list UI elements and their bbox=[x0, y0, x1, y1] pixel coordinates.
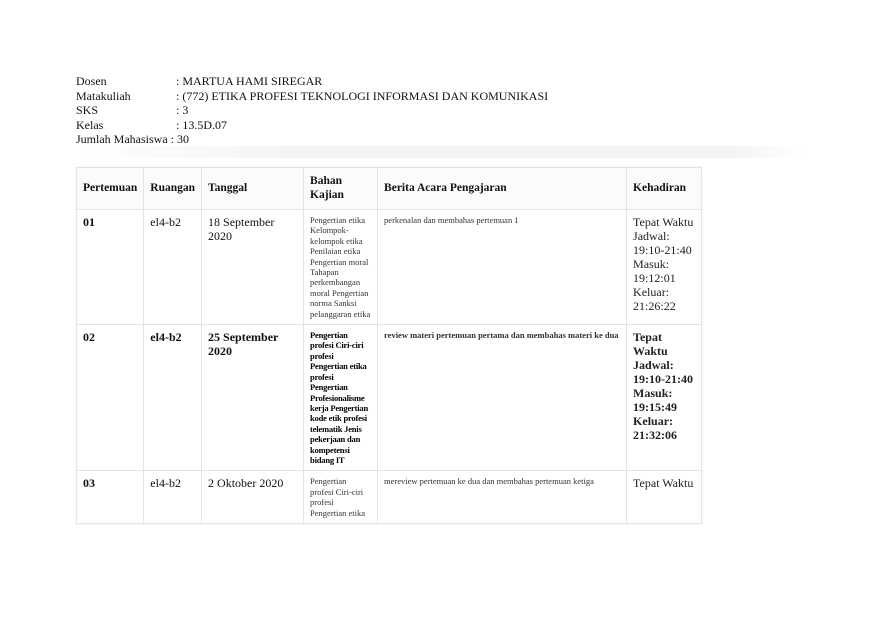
berita-acara-cell: perkenalan dan membahas pertemuan 1 bbox=[378, 210, 627, 325]
kehadiran-status: Tepat Waktu bbox=[633, 215, 694, 229]
kehadiran-cell bbox=[627, 325, 702, 471]
course-header bbox=[76, 74, 548, 147]
jadwal-label: Jadwal: bbox=[633, 229, 670, 243]
jumlah-label: Jumlah Mahasiswa bbox=[76, 132, 168, 146]
column-header-tanggal: Tanggal bbox=[202, 168, 304, 210]
bahan-kajian-cell: Pengertian profesi Ciri-ciri profesi Pengertian etika bbox=[304, 471, 378, 524]
attendance-table bbox=[76, 167, 702, 524]
kehadiran-cell bbox=[627, 471, 702, 524]
header-row-jumlah bbox=[76, 132, 548, 147]
tanggal-cell: 2 Oktober 2020 bbox=[202, 471, 304, 524]
header-row-sks bbox=[76, 103, 548, 118]
keluar-value: 21:32:06 bbox=[633, 428, 678, 443]
sks-label: SKS bbox=[76, 103, 99, 117]
matakuliah-label: Matakuliah bbox=[76, 88, 131, 103]
column-header-bahan-kajian: Bahan Kajian bbox=[304, 168, 378, 210]
kehadiran-status: Tepat Waktu bbox=[633, 476, 694, 491]
bahan-kajian-cell: Pengertian etika Kelompok-kelompok etika Penilaian etika Pengertian moral Tahapan perkembangan moral Pengertian norma Sanksi pelanggaran etika bbox=[304, 210, 378, 325]
berita-acara-cell: mereview pertemuan ke dua dan membahas pertemuan ketiga bbox=[378, 471, 627, 524]
masuk-label: Masuk: bbox=[633, 386, 673, 401]
column-header-berita-acara: Berita Acara Pengajaran bbox=[378, 168, 627, 210]
ruangan-cell: el4-b2 bbox=[144, 325, 202, 471]
kelas-value: : 13.5D.07 bbox=[176, 117, 227, 132]
keluar-value: 21:26:22 bbox=[633, 299, 676, 313]
kehadiran-cell bbox=[627, 210, 702, 325]
jumlah-value: : 30 bbox=[170, 132, 189, 146]
table-header-row bbox=[77, 168, 702, 210]
column-header-pertemuan: Pertemuan bbox=[77, 168, 144, 210]
table-row bbox=[77, 471, 702, 524]
ruangan-cell: el4-b2 bbox=[144, 210, 202, 325]
matakuliah-value: : (772) ETIKA PROFESI TEKNOLOGI INFORMASI DAN KOMUNIKASI bbox=[176, 88, 549, 103]
keluar-label: Keluar: bbox=[633, 414, 674, 429]
jadwal-value: 19:10-21:40 bbox=[633, 372, 694, 387]
ruangan-cell: el4-b2 bbox=[144, 471, 202, 524]
dosen-value: : MARTUA HAMI SIREGAR bbox=[176, 74, 323, 88]
column-header-ruangan: Ruangan bbox=[144, 168, 202, 210]
column-header-kehadiran: Kehadiran bbox=[627, 168, 702, 210]
berita-acara-cell: review materi pertemuan pertama dan membahas materi ke dua bbox=[378, 325, 627, 471]
bahan-kajian-cell: Pengertian profesi Ciri-ciri profesi Pengertian etika profesi Pengertian Profesionalisme kerja Pengertian kode etik profesi telematik Jenis pekerjaan dan kompetensi bidang IT bbox=[304, 325, 378, 471]
jadwal-value: 19:10-21:40 bbox=[633, 243, 692, 257]
jadwal-label: Jadwal: bbox=[633, 358, 674, 373]
tanggal-cell: 25 September 2020 bbox=[202, 325, 304, 471]
masuk-label: Masuk: bbox=[633, 257, 670, 271]
header-row-kelas bbox=[76, 118, 548, 133]
table-row bbox=[77, 325, 702, 471]
header-row-matakuliah bbox=[76, 89, 548, 104]
keluar-label: Keluar: bbox=[633, 285, 670, 299]
table-row bbox=[77, 210, 702, 325]
sks-value: : 3 bbox=[176, 103, 189, 117]
pertemuan-cell: 01 bbox=[77, 210, 144, 325]
masuk-value: 19:15:49 bbox=[633, 400, 678, 415]
masuk-value: 19:12:01 bbox=[633, 271, 676, 285]
dosen-label: Dosen bbox=[76, 74, 107, 88]
kehadiran-status: Tepat Waktu bbox=[633, 330, 668, 359]
header-row-dosen bbox=[76, 74, 548, 89]
tanggal-cell: 18 September 2020 bbox=[202, 210, 304, 325]
divider-shade bbox=[76, 146, 804, 158]
kelas-label: Kelas bbox=[76, 117, 104, 132]
pertemuan-cell: 02 bbox=[77, 325, 144, 471]
pertemuan-cell: 03 bbox=[77, 471, 144, 524]
